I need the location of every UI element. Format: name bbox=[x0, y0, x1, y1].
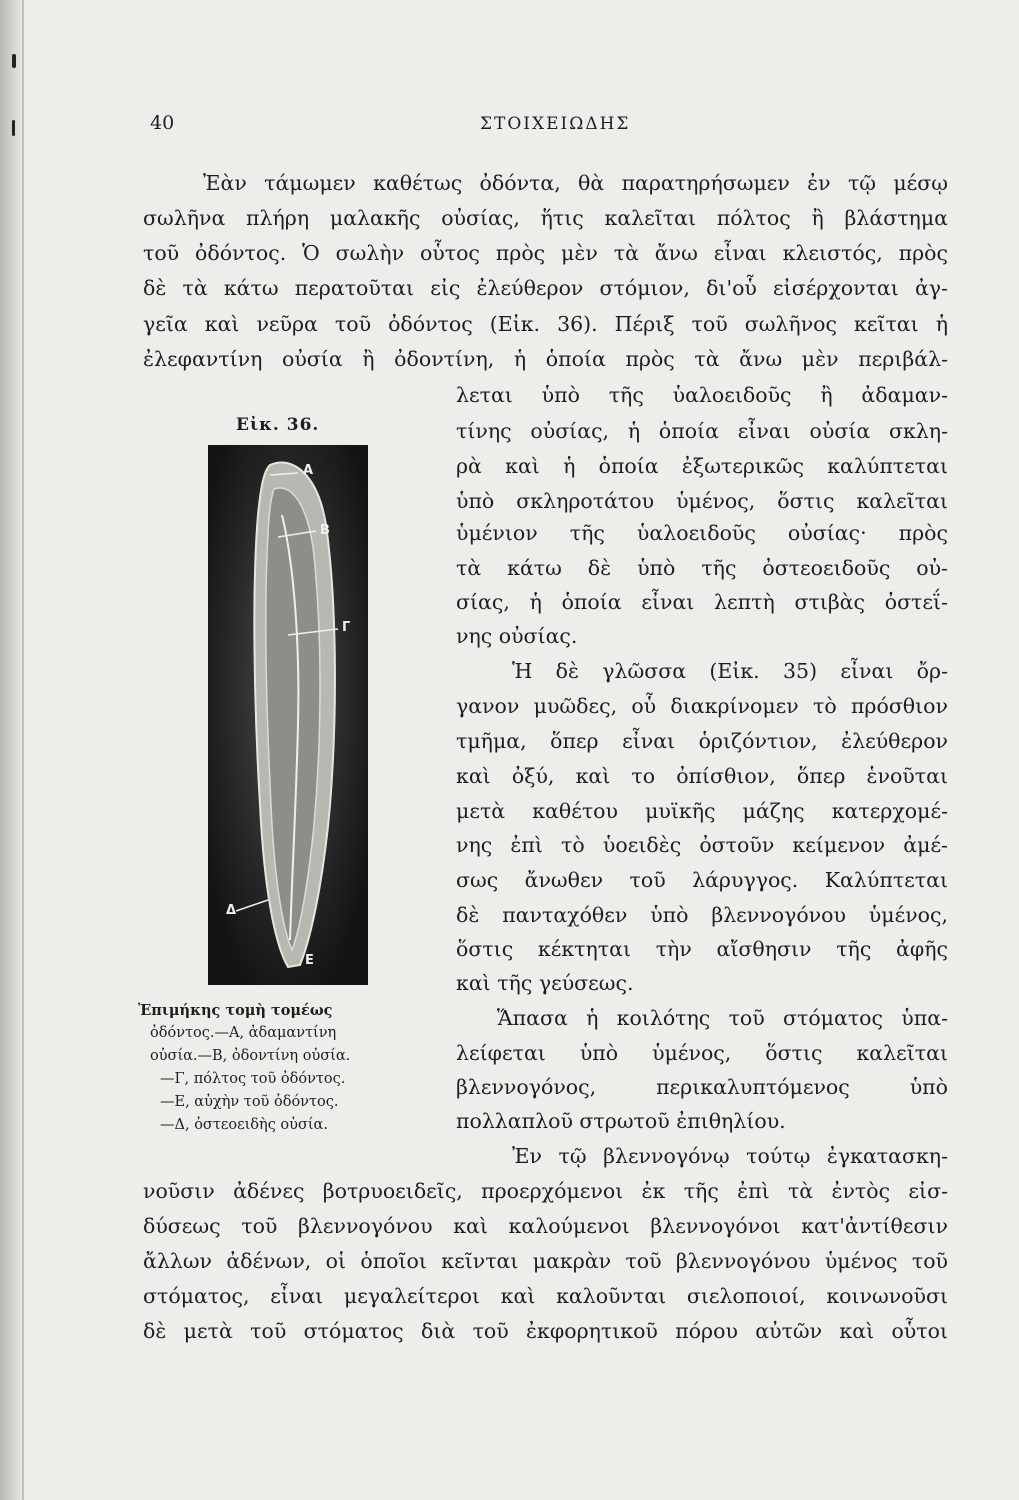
running-title: ΣΤΟΙΧΕΙΩΔΗΣ bbox=[480, 114, 631, 134]
text-line: γανον μυῶδες, οὗ διακρίνομεν τὸ πρόσθιον bbox=[456, 694, 948, 718]
text-line: λεται ὑπὸ τῆς ὑαλοειδοῦς ἢ ἀδαμαν- bbox=[456, 383, 948, 407]
text-line: τοῦ ὀδόντος. Ὁ σωλὴν οὗτος πρὸς μὲν τὰ ἄνω εἶναι κλειστός, πρὸς bbox=[143, 241, 948, 265]
page-number: 40 bbox=[150, 112, 175, 134]
text-line: μετὰ καθέτου μυϊκῆς μάζης κατερχομέ- bbox=[456, 799, 948, 823]
text-line: καὶ ὀξύ, καὶ το ὀπίσθιον, ὅπερ ἑνοῦται bbox=[456, 764, 948, 788]
figure-caption-line: Ἐπιμήκης τομὴ τομέως bbox=[138, 1002, 333, 1019]
text-line: ὅστις κέκτηται τὴν αἴσθησιν τῆς ἀφῆς bbox=[456, 937, 948, 961]
text-line: ἐλεφαντίνη οὐσία ἢ ὀδοντίνη, ἡ ὁποία πρὸς τὰ ἄνω μὲν περιβάλ- bbox=[143, 347, 948, 371]
text-line: Ἡ δὲ γλῶσσα (Εἰκ. 35) εἶναι ὄρ- bbox=[512, 659, 948, 683]
figure-letter-a: Α bbox=[303, 463, 314, 478]
ink-mark bbox=[12, 120, 15, 136]
text-line: πολλαπλοῦ στρωτοῦ ἐπιθηλίου. bbox=[456, 1109, 786, 1133]
text-line: Ἐν τῷ βλεννογόνῳ τούτῳ ἐγκατασκη- bbox=[512, 1144, 948, 1168]
figure-caption-line: —Δ, ὀστεοειδὴς οὐσία. bbox=[160, 1117, 328, 1133]
text-line: δύσεως τοῦ βλεννογόνου καὶ καλούμενοι βλεννογόνοι κατ'ἀντίθεσιν bbox=[143, 1214, 948, 1238]
text-line: λείφεται ὑπὸ ὑμένος, ὅστις καλεῖται bbox=[456, 1041, 948, 1065]
text-line: νοῦσιν ἀδένες βοτρυοειδεῖς, προερχόμενοι ἐκ τῆς ἐπὶ τὰ ἐντὸς εἰσ- bbox=[143, 1179, 948, 1203]
figure-caption-line: —Γ, πόλτος τοῦ ὀδόντος. bbox=[160, 1071, 346, 1087]
text-line: βλεννογόνος, περικαλυπτόμενος ὑπὸ bbox=[456, 1075, 948, 1099]
running-head bbox=[150, 112, 949, 140]
text-line: δὲ πανταχόθεν ὑπὸ βλεννογόνου ὑμένος, bbox=[456, 903, 948, 927]
text-line: ρὰ καὶ ἡ ὁποία ἐξωτερικῶς καλύπτεται bbox=[456, 454, 948, 478]
text-line: ἄλλων ἀδένων, οἱ ὁποῖοι κεῖνται μακρὰν τοῦ βλεννογόνου ὑμένος τοῦ bbox=[143, 1249, 948, 1273]
text-line: σωλῆνα πλήρη μαλακῆς οὐσίας, ἥτις καλεῖται πόλτος ἢ βλάστημα bbox=[143, 206, 948, 230]
text-line: Ἐὰν τάμωμεν καθέτως ὀδόντα, θὰ παρατηρήσωμεν ἐν τῷ μέσῳ bbox=[203, 171, 948, 195]
tooth-section-figure bbox=[208, 445, 368, 985]
text-line: νης οὐσίας. bbox=[456, 624, 578, 648]
figure-caption-line: οὐσία.—Β, ὀδοντίνη οὐσία. bbox=[150, 1048, 351, 1064]
text-line: σίας, ἡ ὁποία εἶναι λεπτὴ στιβὰς ὀστεΐ- bbox=[456, 590, 948, 614]
figure-letter-d: Δ bbox=[226, 903, 237, 918]
text-line: σως ἄνωθεν τοῦ λάρυγγος. Καλύπτεται bbox=[456, 868, 948, 892]
text-line: ὑμένιον τῆς ὑαλοειδοῦς οὐσίας· πρὸς bbox=[456, 521, 948, 545]
text-line: νης ἐπὶ τὸ ὑοειδὲς ὀστοῦν κείμενον ἀμέ- bbox=[456, 833, 948, 857]
figure-letter-b: Β bbox=[320, 523, 330, 538]
figure-caption-line: —Ε, αὐχὴν τοῦ ὀδόντος. bbox=[160, 1094, 339, 1110]
text-line: καὶ τῆς γεύσεως. bbox=[456, 971, 634, 995]
figure-letter-g: Γ bbox=[342, 620, 351, 635]
text-line: ὑπὸ σκληροτάτου ὑμένος, ὅστις καλεῖται bbox=[456, 489, 948, 513]
text-line: τμῆμα, ὅπερ εἶναι ὁριζόντιον, ἐλεύθερον bbox=[456, 729, 948, 753]
figure-label: Εἰκ. 36. bbox=[236, 415, 320, 435]
text-line: γεῖα καὶ νεῦρα τοῦ ὀδόντος (Εἰκ. 36). Πέριξ τοῦ σωλῆνος κεῖται ἡ bbox=[143, 312, 948, 336]
figure-caption-line: ὀδόντος.—Α, ἀδαμαντίνη bbox=[150, 1025, 337, 1041]
figure-letter-e: Ε bbox=[305, 953, 314, 968]
gutter-line bbox=[22, 0, 24, 1500]
text-line: Ἅπασα ἡ κοιλότης τοῦ στόματος ὑπα- bbox=[497, 1006, 948, 1030]
text-line: στόματος, εἶναι μεγαλείτεροι καὶ καλοῦνται σιελοποιοί, κοινωνοῦσι bbox=[143, 1284, 948, 1308]
ink-mark bbox=[12, 54, 16, 68]
text-line: τὰ κάτω δὲ ὑπὸ τῆς ὀστεοειδοῦς οὐ- bbox=[456, 556, 948, 580]
text-line: δὲ μετὰ τοῦ στόματος διὰ τοῦ ἐκφορητικοῦ πόρου αὐτῶν καὶ οὗτοι bbox=[143, 1319, 948, 1343]
text-line: δὲ τὰ κάτω περατοῦται εἰς ἐλεύθερον στόμιον, δι'οὗ εἰσέρχονται ἀγ- bbox=[143, 276, 948, 300]
text-line: τίνης οὐσίας, ἡ ὁποία εἶναι οὐσία σκλη- bbox=[456, 419, 948, 443]
